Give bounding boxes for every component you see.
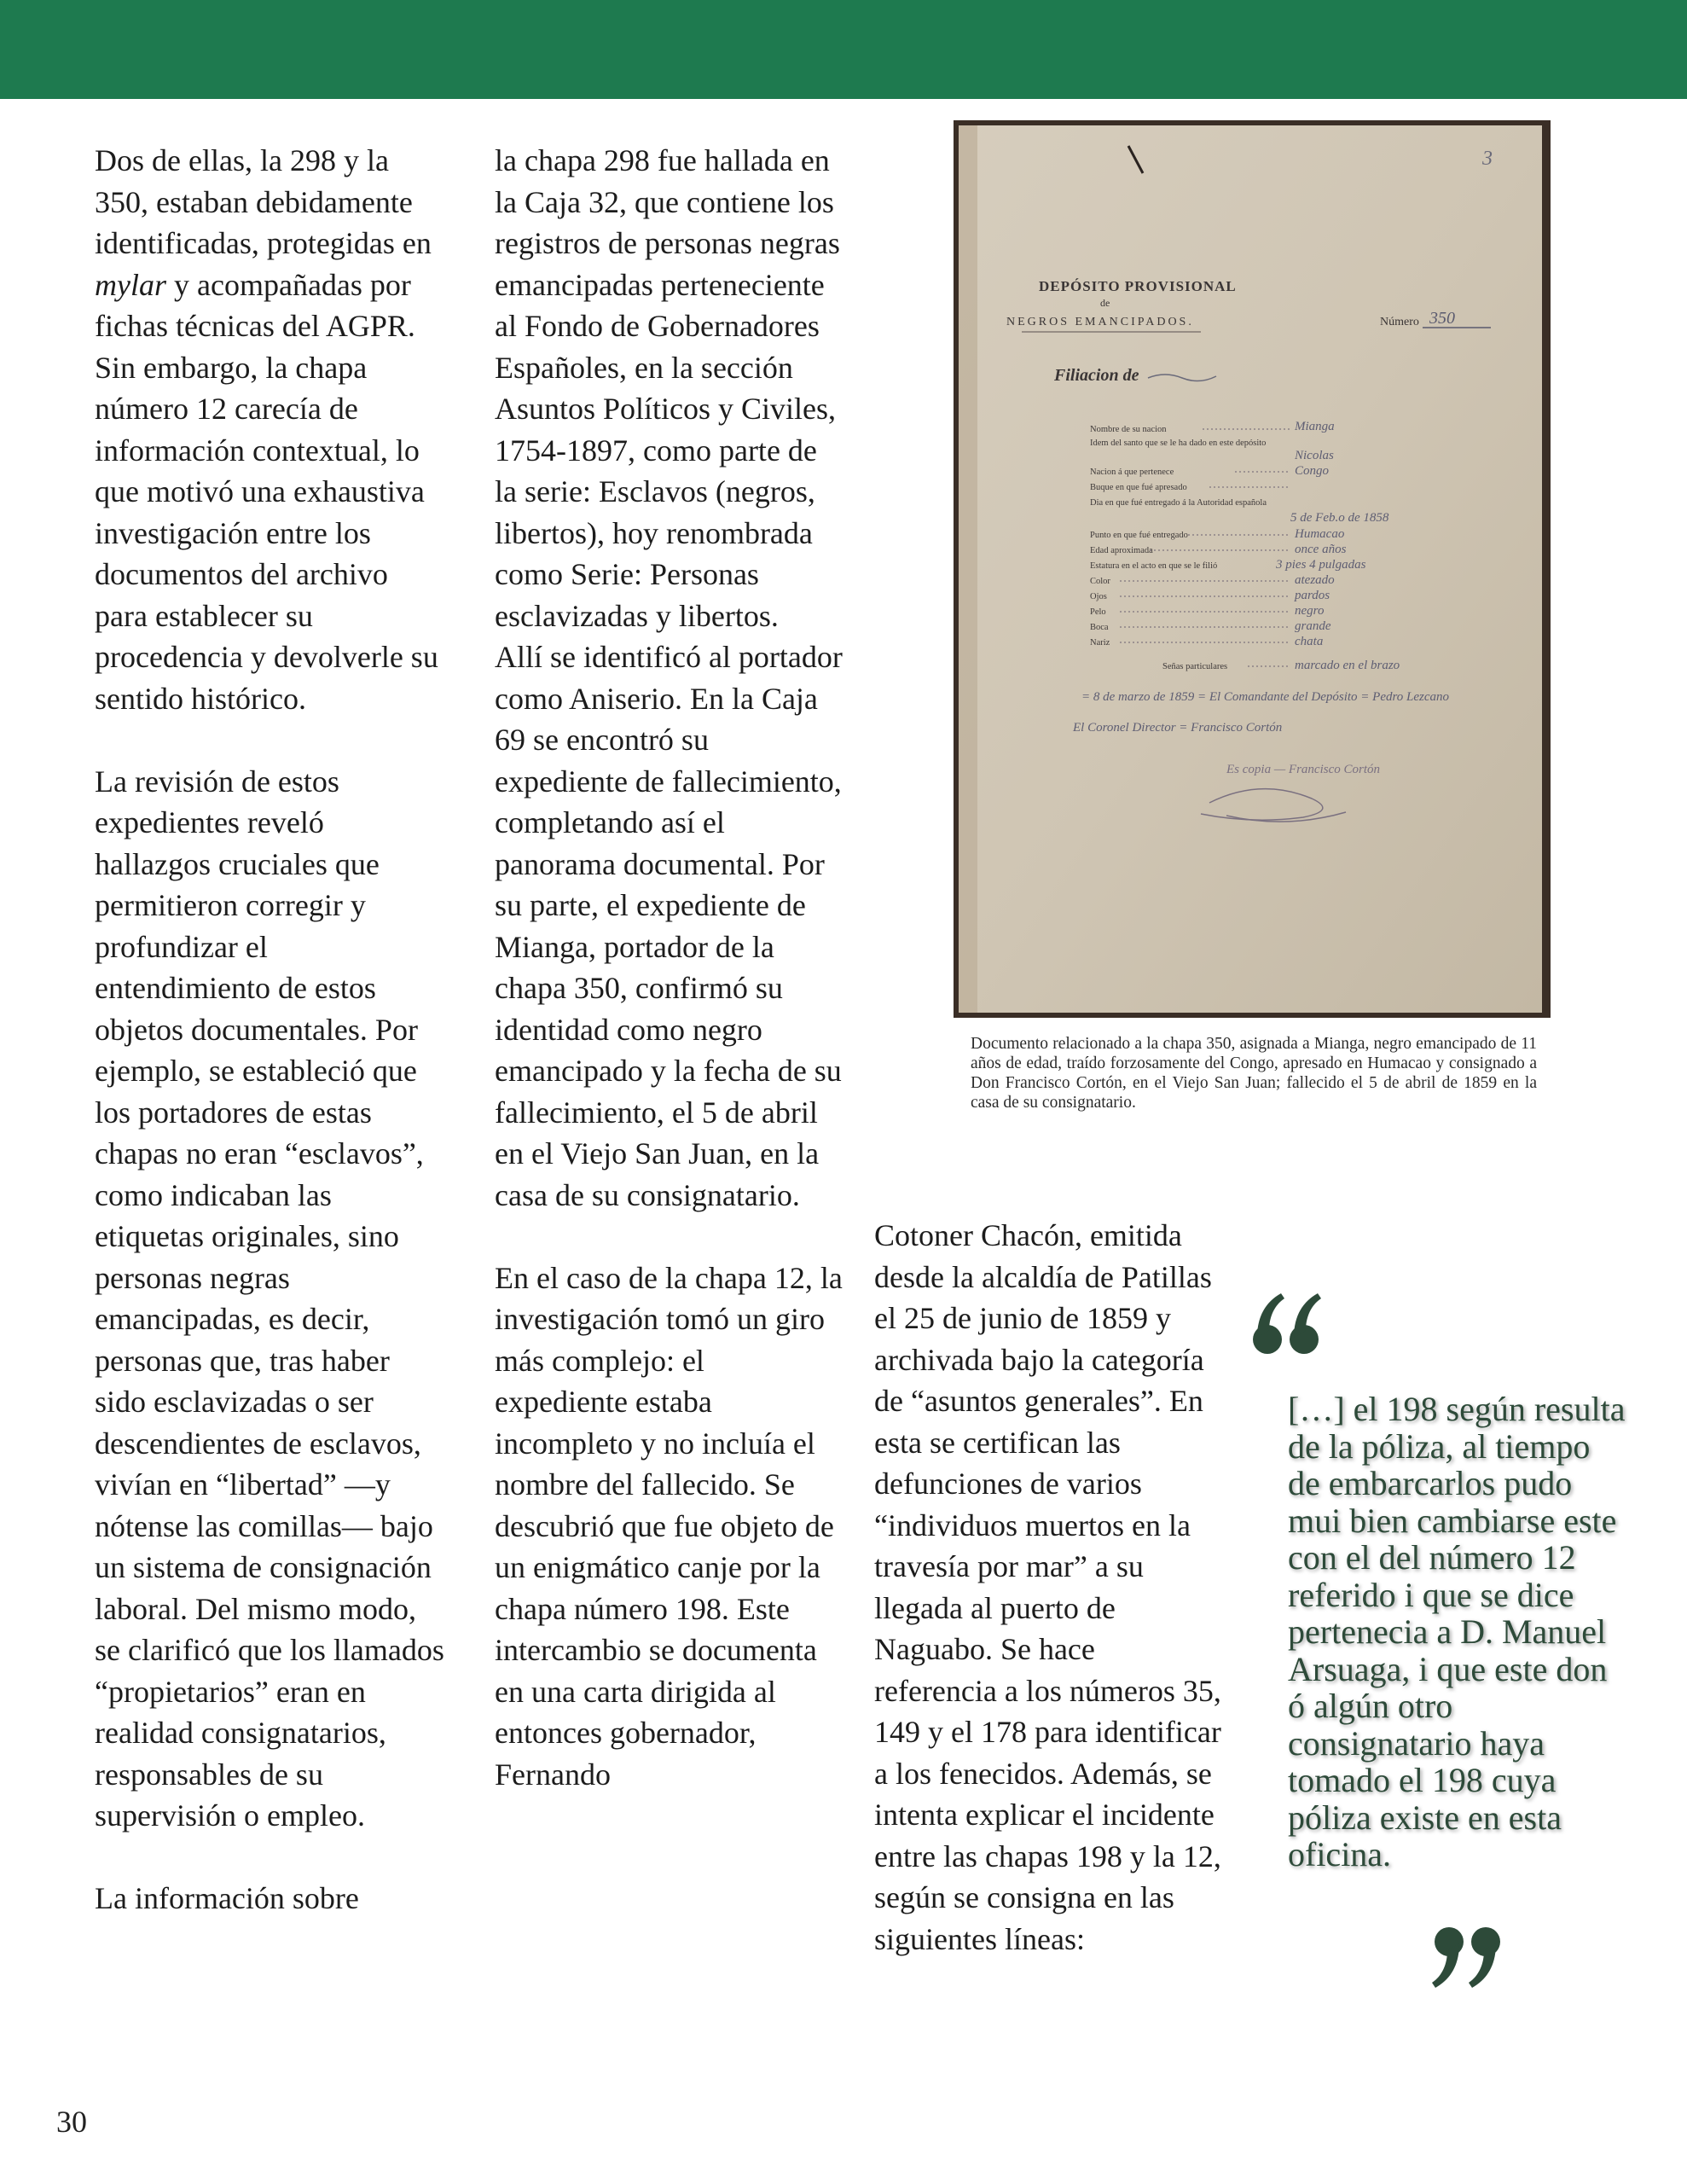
svg-text:Nombre de su nacion: Nombre de su nacion (1090, 425, 1167, 434)
svg-text:Color: Color (1090, 577, 1110, 586)
svg-text:Idem del santo que se le ha da: Idem del santo que se le ha dado en este depósito (1090, 439, 1267, 448)
doc-heading-negros: NEGROS EMANCIPADOS. (1006, 316, 1194, 328)
doc-heading-de: de (1100, 297, 1110, 309)
column2-paragraph-1: la chapa 298 fue hallada en la Caja 32, que contiene los registros de personas negras emancipadas perteneciente al Fondo de Gobernadores Españoles, en la sección Asuntos Políticos y Civiles, 1754-1897, como parte de la serie: Esclavos (negros, libertos), hoy renombrada como Serie: Personas esclavizadas y libertos. (495, 143, 840, 633)
svg-text:Congo: Congo (1295, 464, 1330, 478)
figure-caption: Documento relacionado a la chapa 350, asignada a Mianga, negro emancipado de 11 años de edad, traído forzosamente del Congo, apresado en Humacao y consignado a Don Francisco Cortón, en el Viejo San Juan; fallecido el 5 de abril de 1859 en la casa de su consignatario. (971, 1035, 1537, 1112)
top-color-band (0, 0, 1687, 99)
doc-heading-deposito: DEPÓSITO PROVISIONAL (1039, 278, 1237, 294)
column1-paragraph-2: La revisión de estos expedientes reveló hallazgos cruciales que permitieron corregir y profundizar el entendimiento de estos objetos documentales. Por ejemplo, se estableció que los portadores de estas chapas no eran “esclavos”, como indicaban las etiquetas originales, sino personas negras emancipadas, es decir, personas que, tras haber sido esclavizadas o ser descendientes de esclavos, vivían en “libertad” —y nótense las comillas— bajo un sistema de consignación laboral. Del mismo modo, se clarificó que los llamados “propietarios” eran en realidad consignatarios, responsables de su supervisión o empleo. (95, 764, 444, 1833)
svg-text:chata: chata (1295, 635, 1324, 648)
svg-text:Pelo: Pelo (1090, 607, 1106, 617)
doc-handwritten-line-a: = 8 de marzo de 1859 = El Comandante del Depósito = Pedro Lezcano (1081, 690, 1450, 704)
column2-paragraph-2: Allí se identificó al portador como Aniserio. En la Caja 69 se encontró su expediente de fallecimiento, completando así el panorama documental. Por su parte, el expediente de Mianga, portador de la chapa 350, confirmó su identidad como negro emancipado y la fecha de su fallecimiento, el 5 de abril en el Viejo San Juan, en la casa de su consignatario. (495, 640, 843, 1212)
svg-text:Nariz: Nariz (1090, 638, 1110, 648)
doc-numero-label: Número (1380, 316, 1419, 328)
svg-text:Mianga: Mianga (1295, 420, 1335, 433)
page-number: 30 (56, 2105, 87, 2139)
emphasis-mylar: mylar (95, 267, 166, 302)
svg-text:grande: grande (1295, 619, 1331, 633)
svg-text:3 pies 4 pulgadas: 3 pies 4 pulgadas (1276, 558, 1366, 572)
svg-text:Nicolas: Nicolas (1295, 449, 1334, 462)
document-paper (959, 125, 1542, 1013)
archival-document-photo (954, 120, 1551, 1018)
doc-handwritten-line-b: El Coronel Director = Francisco Cortón (1073, 721, 1283, 735)
svg-text:Buque en que fué apresado: Buque en que fué apresado (1090, 483, 1187, 492)
column2-paragraph-3: En el caso de la chapa 12, la investigación tomó un giro más complejo: el expediente estaba incompleto y no incluía el nombre del fallecido. Se descubrió que fue objeto de un enigmático canje por la chapa número 198. Este intercambio se documenta en una carta dirigida al entonces gobernador, Fernando (495, 1260, 843, 1792)
svg-text:once años: once años (1295, 543, 1347, 556)
svg-text:negro: negro (1295, 604, 1325, 618)
svg-text:Boca: Boca (1090, 623, 1109, 632)
text-column-3 (874, 1215, 1224, 1960)
doc-filiacion: Filiacion de (1054, 366, 1139, 385)
close-quote-icon (1429, 1918, 1503, 1995)
svg-text:marcado en el brazo: marcado en el brazo (1295, 659, 1400, 672)
svg-text:Punto en que fué entregado: Punto en que fué entregado (1090, 531, 1188, 540)
svg-text:Es copia — Francisco Cortón: Es copia — Francisco Cortón (1226, 763, 1380, 776)
column3-paragraph-1: Cotoner Chacón, emitida desde la alcaldía de Patillas el 25 de junio de 1859 y archivada bajo la categoría de “asuntos generales”. En esta se certifican las defunciones de varios “individuos muertos en la travesía por mar” a su llegada al puerto de Naguabo. Se hace referencia a los números 35, 149 y el 178 para identificar a los fenecidos. Además, se intenta explicar el incidente entre las chapas 198 y la 12, según se consigna en las siguientes líneas: (874, 1218, 1221, 1956)
doc-corner-mark: 3 (1482, 148, 1493, 170)
svg-text:Edad aproximada: Edad aproximada (1090, 546, 1153, 555)
doc-numero-value: 350 (1429, 309, 1455, 328)
column1-paragraph-1: Dos de ellas, la 298 y la 350, estaban debidamente identificadas, protegidas en mylar y acompañadas por fichas técnicas del AGPR. Sin embargo, la chapa número 12 carecía de información contextual, lo que motivó una exhaustiva investigación entre los documentos del archivo para establecer su procedencia y devolverle su sentido histórico. (95, 143, 438, 716)
pull-quote-text: […] el 198 según resulta de la póliza, al tiempo de embarcarlos pudo mui bien cambiarse este con el del número 12 referido i que se dice pertenecia a D. Manuel Arsuaga, i que este don ó algún otro consignatario haya tomado el 198 cuya póliza existe en esta oficina. (1288, 1390, 1626, 1873)
svg-text:pardos: pardos (1295, 589, 1330, 602)
text-column-2 (495, 140, 844, 1795)
text-column-1 (95, 140, 444, 1920)
svg-text:Dia en que fué entregado á la: Dia en que fué entregado á la Autoridad española (1090, 498, 1267, 508)
svg-text:Ojos: Ojos (1090, 592, 1107, 601)
svg-text:Señas particulares: Señas particulares (1162, 662, 1228, 671)
svg-text:atezado: atezado (1295, 573, 1335, 587)
svg-text:Humacao: Humacao (1295, 527, 1345, 541)
svg-text:Estatura en el acto en que se: Estatura en el acto en que se le filió (1090, 561, 1218, 571)
column1-paragraph-3: La información sobre (95, 1881, 359, 1915)
svg-text:5 de Feb.o de 1858: 5 de Feb.o de 1858 (1290, 511, 1389, 525)
svg-text:Nacion á que pertenece: Nacion á que pertenece (1090, 468, 1174, 477)
open-quote-icon (1250, 1287, 1324, 1363)
